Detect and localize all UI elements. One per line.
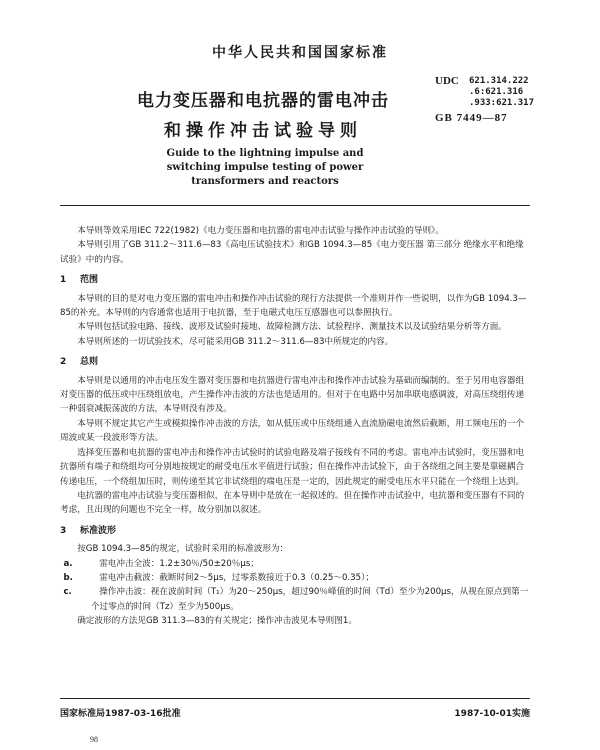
list-item-text: 操作冲击波：视在波前时间（T₁）为20～250μs，超过90％峰值的时间（Td）至少为200μs，从视在原点到第一个过零点的时间（Tz）至少为500μs。 <box>90 587 529 612</box>
title-english-line: transformers and reactors <box>191 176 339 187</box>
list-item-mark: b. <box>63 572 73 583</box>
udc-row <box>435 87 585 98</box>
section-title: 总则 <box>80 357 99 368</box>
list-item <box>60 585 530 614</box>
title-chinese-line-1: 电力变压器和电抗器的雷电冲击 <box>137 91 389 111</box>
list-item-mark: c. <box>63 587 72 598</box>
section-number: 3 <box>60 525 67 536</box>
section-heading <box>60 355 530 369</box>
section-number: 1 <box>60 275 67 286</box>
body-paragraph: 本导则所述的一切试验技术，尽可能采用GB 311.2～311.6—83中所规定的内容。 <box>77 336 394 347</box>
page-number: 98 <box>90 735 98 744</box>
body-paragraph: 本导则包括试验电路、接线、波形及试验时接地、故障检测方法、试验程序、测量技术以及试验结果分析等方面。 <box>77 322 507 333</box>
list-item-text: 雷电冲击全波：1.2±30％/50±20％μs； <box>99 558 259 569</box>
body-paragraph: 确定波形的方法见GB 311.3—83的有关规定；操作冲击波见本导则图1。 <box>77 616 357 627</box>
body-paragraph: 本导则是以通用的冲击电压发生器对变压器和电抗器进行雷电冲击和操作冲击试验为基础而编制的。至于另用电容器组对变压器的低压或中压绕组放电，产生操作冲击波的方法也是适用的。但对于在电路中另加串联电感调波，对高压绕组传递一种弱衰减振荡波的方法，本导则没有涉及。 <box>60 375 525 415</box>
list-item-text: 雷电冲击截波：截断时间2～5μs，过零系数接近于0.3（0.25～0.35）； <box>99 572 374 583</box>
section-heading <box>60 273 530 287</box>
body-paragraph: 选择变压器和电抗器的雷电冲击和操作冲击试验时的试验电路及端子接线有不同的考虑。雷电冲击试验时，变压器和电抗器所有端子和绕组均可分别地按规定的耐受电压水平值进行试验；但在操作冲击试验下，由于各绕组之间主要是靠磁耦合传递电压，一个绕组加压时，则传递至其它非试绕组的端电压是一定的，因此规定的耐受电压水平只能在一个绕组上达到。 <box>60 447 525 487</box>
section-title: 标准波形 <box>80 525 117 536</box>
gb-standard-number: GB 7449—87 <box>435 112 508 124</box>
udc-row <box>435 76 585 87</box>
body-paragraph: 本导则的目的是对电力变压器的雷电冲击和操作冲击试验的现行方法提供一个准则并作一些说明，以作为GB 1094.3—85的补充。本导则的内容通常也适用于电抗器，至于电磁式电压互感器也可以参照执行。 <box>60 293 527 319</box>
effective-date: 1987-10-01实施 <box>454 709 530 719</box>
section-heading <box>60 524 530 538</box>
section-title: 范围 <box>80 275 99 286</box>
title-english-line: Guide to the lightning impulse and <box>166 148 364 159</box>
udc-label: UDC <box>435 75 459 87</box>
intro-paragraph: 本导则等效采用IEC 722(1982)《电力变压器和电抗器的雷电冲击试验与操作冲击试验的导则》。 <box>77 226 444 236</box>
udc-classification <box>435 76 585 109</box>
list-item-mark: a. <box>63 558 73 569</box>
standard-org-header: 中华人民共和国国家标准 <box>212 45 388 61</box>
document-body <box>60 224 530 629</box>
title-english-line: switching impulse testing of power <box>166 162 364 173</box>
list-item <box>60 557 530 571</box>
udc-value: 621.314.222 <box>469 76 529 86</box>
body-paragraph: 电抗器的雷电冲击试验与变压器相似，在本导则中是放在一起叙述的。但在操作冲击试验中，电抗器和变压器有不同的考虑，且出现的问题也不完全一样，故分别加以叙述。 <box>60 490 525 516</box>
udc-row <box>435 98 585 109</box>
title-chinese-line-2: 和操作冲击试验导则 <box>164 121 362 141</box>
intro-paragraph: 本导则引用了GB 311.2～311.6—83《高电压试验技术》和GB 1094.3—85《电力变压器 第三部分 绝缘水平和绝缘试验》中的内容。 <box>60 240 524 265</box>
header-divider <box>60 205 530 206</box>
list-item <box>60 571 530 585</box>
footer-divider <box>60 698 530 699</box>
body-paragraph: 按GB 1094.3—85的规定，试验时采用的标准波形为： <box>77 544 289 555</box>
udc-value: .6:621.316 <box>469 87 524 97</box>
approval-date: 国家标准局1987-03-16批准 <box>60 709 181 719</box>
section-number: 2 <box>60 357 67 368</box>
udc-value: .933:621.317 <box>469 98 535 108</box>
body-paragraph: 本导则不规定其它产生或模拟操作冲击波的方法，如从低压或中压绕组通入直流励磁电流然后截断，用工频电压的一个周波或某一段波形等方法。 <box>60 418 525 444</box>
